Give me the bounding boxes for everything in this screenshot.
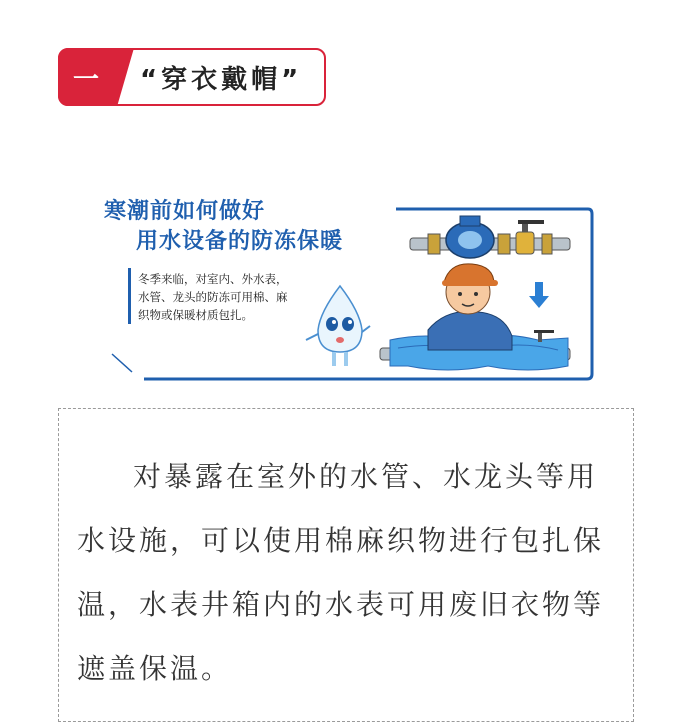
card-headline-line2: 用水设备的防冻保暖 xyxy=(136,229,344,254)
illustration-card xyxy=(98,190,594,382)
card-headline-line1: 寒潮前如何做好 xyxy=(104,199,266,224)
body-paragraph: 对暴露在室外的水管、水龙头等用水设施，可以使用棉麻织物进行包扎保温，水表井箱内的水表可用废旧衣物等遮盖保温。 xyxy=(77,460,605,685)
content-box xyxy=(58,408,634,722)
water-drop-mascot-icon xyxy=(306,286,370,366)
worker-icon xyxy=(428,264,512,350)
valve-icon xyxy=(516,220,552,254)
illustration-art xyxy=(98,190,594,382)
section-tag xyxy=(58,48,326,106)
down-arrow-icon xyxy=(529,282,549,308)
section-number: 一 xyxy=(58,48,114,106)
section-title: “穿衣戴帽” xyxy=(140,64,303,95)
card-description: 冬季来临，对室内、外水表，水管、龙头的防冻可用棉、麻织物或保暖材质包扎。 xyxy=(138,272,288,322)
